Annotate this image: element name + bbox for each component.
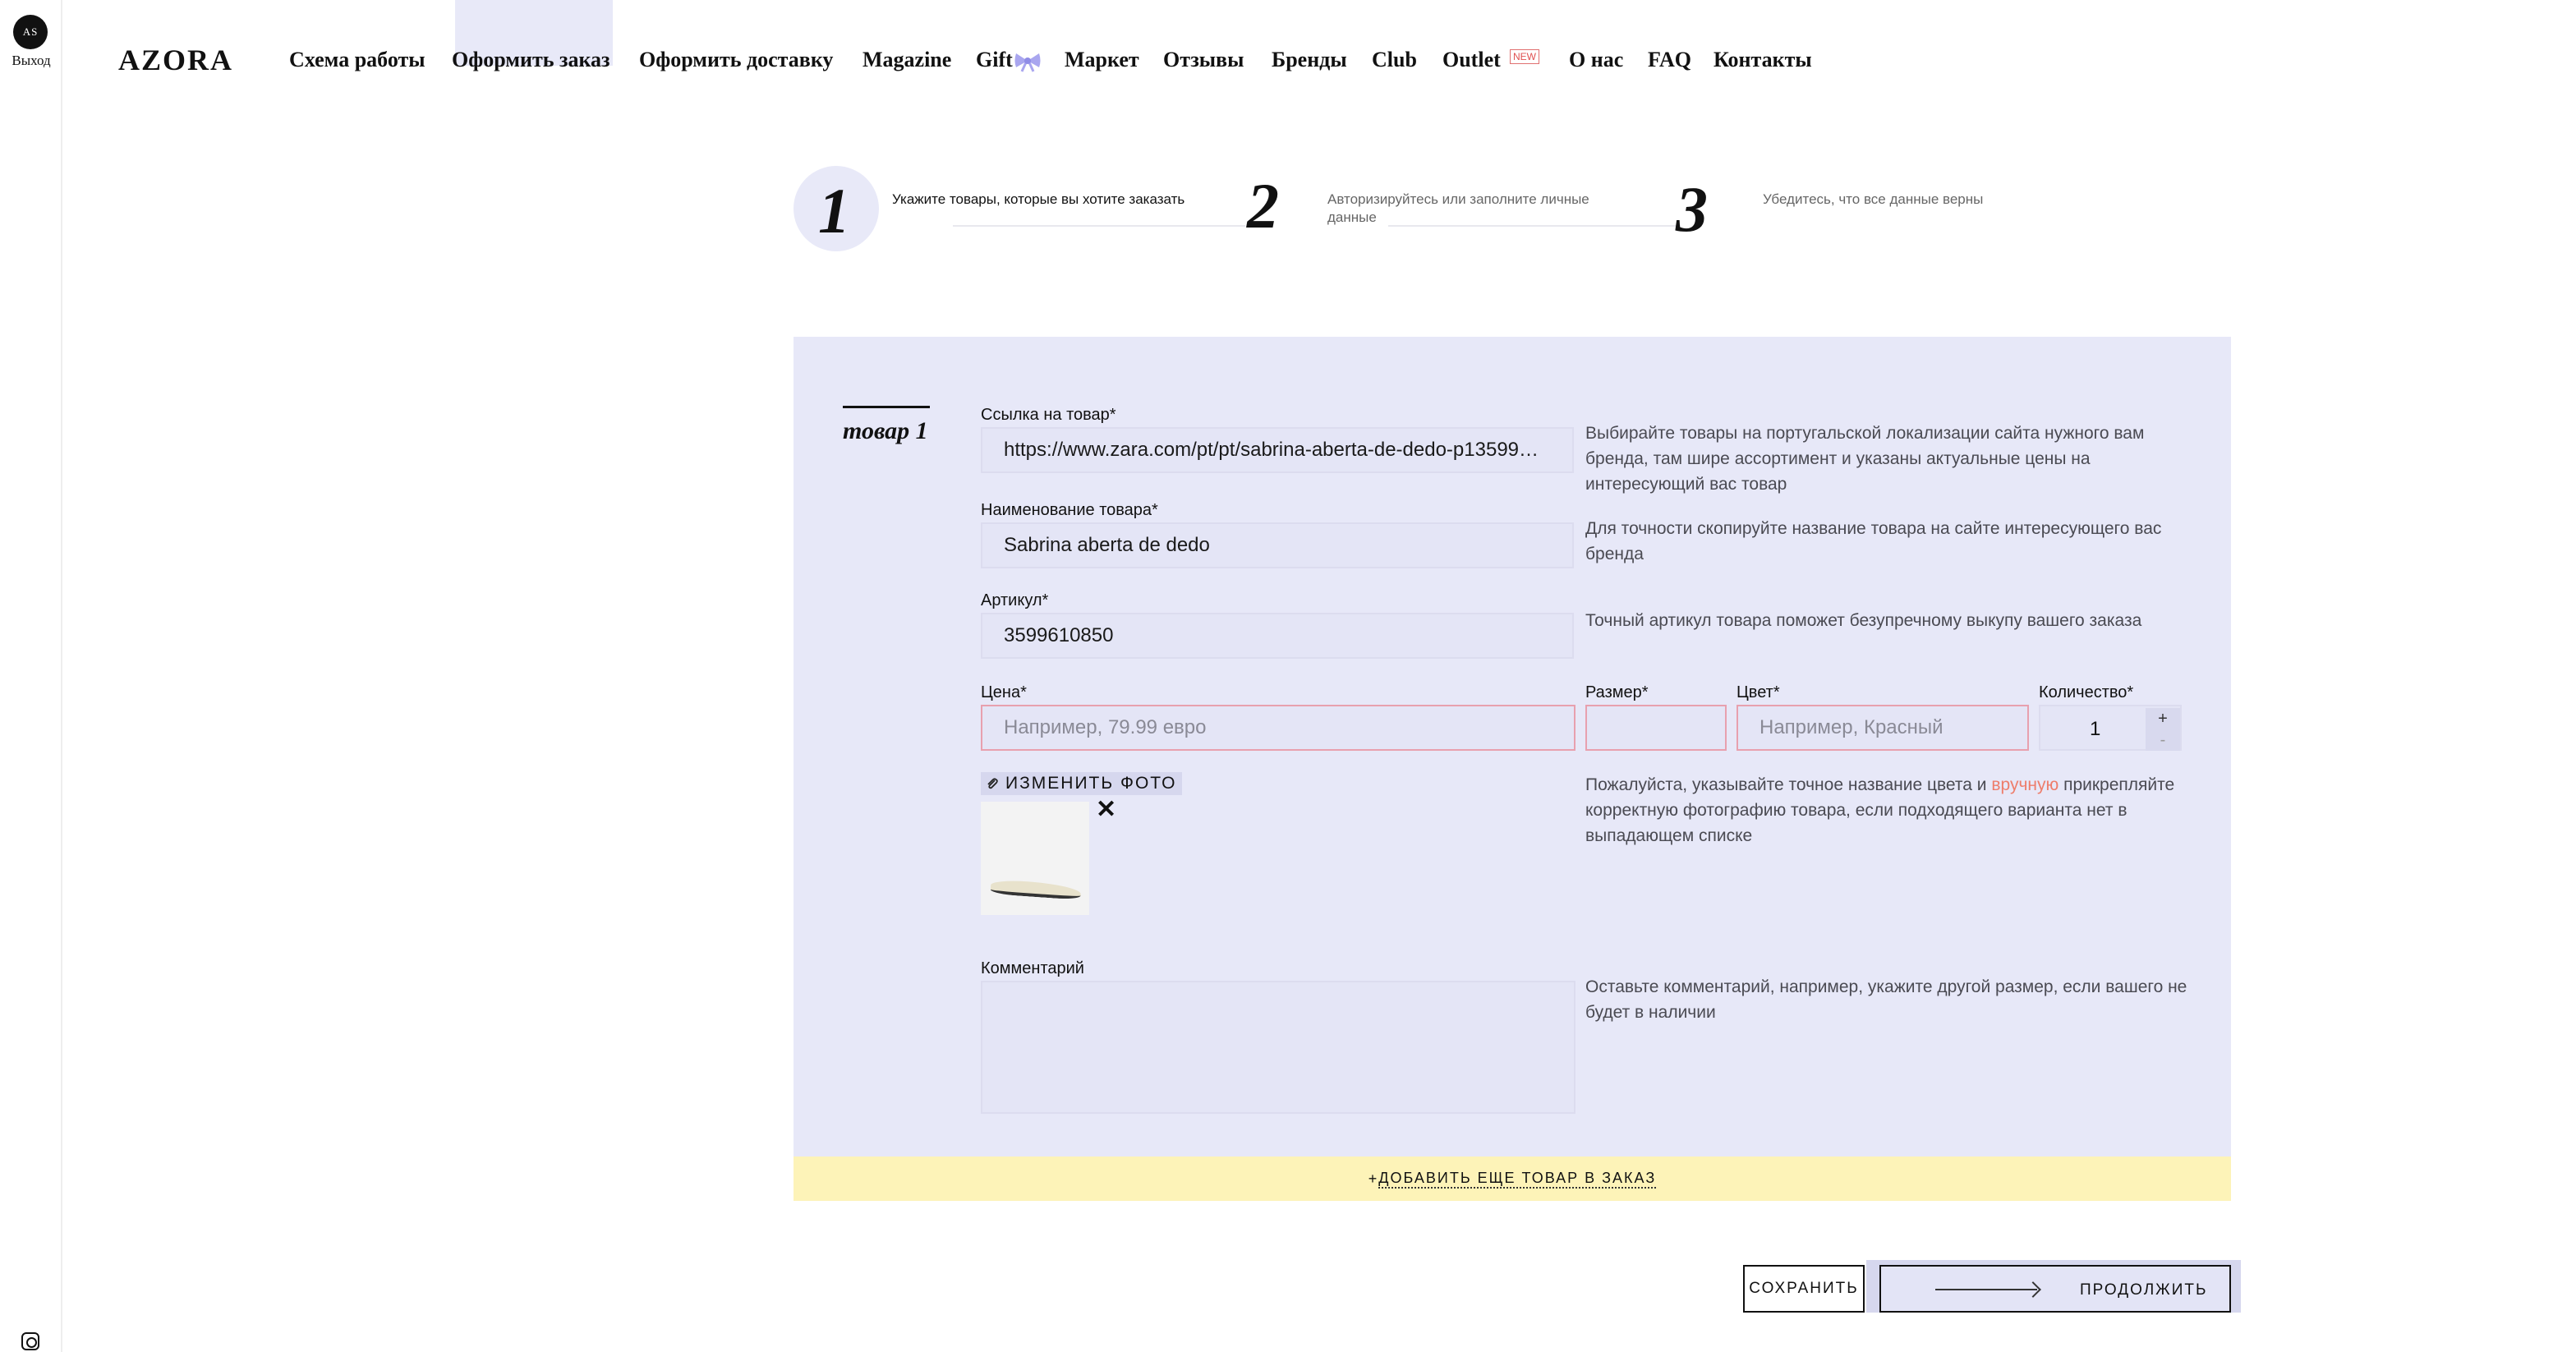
nav-item-club[interactable]: Club xyxy=(1372,48,1417,71)
logout-link[interactable]: Выход xyxy=(12,53,51,68)
nav-item-scheme[interactable]: Схема работы xyxy=(289,48,426,71)
name-hint: Для точности скопируйте название товара на сайте интересующего вас бренда xyxy=(1585,519,2162,563)
item-title: товар 1 xyxy=(843,417,928,444)
photo-hint-text: Пожалуйста, указывайте точное название цвета и xyxy=(1585,775,1992,794)
continue-label: ПРОДОЛЖИТЬ xyxy=(2080,1281,2208,1299)
logo[interactable]: AZORA xyxy=(118,44,234,76)
comment-label: Комментарий xyxy=(981,959,1084,977)
bow-icon xyxy=(1014,51,1042,72)
nav-item-reviews[interactable]: Отзывы xyxy=(1163,48,1244,71)
step-2-text: Авторизируйтесь или заполните личные данные xyxy=(1327,191,1589,225)
size-select[interactable] xyxy=(1585,705,1727,751)
instagram-icon[interactable] xyxy=(21,1332,39,1350)
step-3-text: Убедитесь, что все данные верны xyxy=(1763,191,1984,207)
add-item-button[interactable] xyxy=(794,1157,2231,1201)
continue-button[interactable] xyxy=(1879,1265,2231,1313)
left-rail xyxy=(0,0,62,1352)
nav-item-magazine[interactable]: Magazine xyxy=(862,48,952,71)
nav-item-market[interactable]: Маркет xyxy=(1065,48,1139,71)
step-divider xyxy=(1388,225,1681,227)
qty-label: Количество* xyxy=(2039,683,2134,701)
item-title-rule xyxy=(843,406,930,408)
paperclip-icon xyxy=(986,777,999,790)
nav-item-gift[interactable]: Gift xyxy=(976,48,1013,71)
step-1-number: 1 xyxy=(818,175,850,246)
new-badge: NEW xyxy=(1510,49,1539,64)
color-input[interactable]: Например, Красный xyxy=(1736,705,2029,751)
sku-hint: Точный артикул товара поможет безупречному выкупу вашего заказа xyxy=(1585,611,2142,630)
product-photo xyxy=(981,802,1089,915)
name-input[interactable]: Sabrina aberta de dedo xyxy=(981,522,1574,568)
comment-hint: Оставьте комментарий, например, укажите другой размер, если вашего не будет в наличии xyxy=(1585,977,2187,1022)
shoe-image xyxy=(991,879,1082,900)
nav-item-contacts[interactable]: Контакты xyxy=(1714,48,1812,71)
color-label: Цвет* xyxy=(1736,683,1780,701)
nav-item-faq[interactable]: FAQ xyxy=(1648,48,1691,71)
nav-item-order[interactable]: Оформить заказ xyxy=(452,48,610,71)
avatar[interactable]: AS xyxy=(13,15,48,49)
manual-upload-link[interactable]: вручную xyxy=(1991,775,2059,794)
nav-item-outlet[interactable]: Outlet xyxy=(1442,48,1501,71)
qty-increase-button[interactable]: + xyxy=(2146,708,2180,729)
add-item-label: ДОБАВИТЬ ЕЩЕ ТОВАР В ЗАКАЗ xyxy=(1378,1170,1656,1189)
link-hint: Выбирайте товары на португальской локализации сайта нужного вам бренда, там шире ассортимент и указаны актуальные цены на интересующий вас товар xyxy=(1585,424,2145,494)
save-button[interactable]: СОХРАНИТЬ xyxy=(1743,1265,1865,1313)
step-3-number: 3 xyxy=(1676,173,1708,245)
quantity-stepper xyxy=(2039,705,2182,751)
name-label: Наименование товара* xyxy=(981,501,1158,519)
change-photo-button[interactable] xyxy=(981,772,1182,795)
nav-item-brands[interactable]: Бренды xyxy=(1272,48,1347,71)
qty-decrease-button[interactable]: - xyxy=(2146,729,2180,751)
sku-label: Артикул* xyxy=(981,591,1049,609)
comment-textarea[interactable] xyxy=(981,981,1576,1114)
size-label: Размер* xyxy=(1585,683,1649,701)
sku-input[interactable]: 3599610850 xyxy=(981,613,1574,659)
arrow-right-icon xyxy=(1935,1289,2037,1290)
photo-hint xyxy=(1585,772,2193,848)
nav-item-about[interactable]: О нас xyxy=(1569,48,1624,71)
change-photo-label: ИЗМЕНИТЬ ФОТО xyxy=(1005,774,1177,793)
link-label: Ссылка на товар* xyxy=(981,406,1116,424)
nav-item-delivery[interactable]: Оформить доставку xyxy=(639,48,834,71)
step-1-text: Укажите товары, которые вы хотите заказать xyxy=(892,191,1185,207)
step-2-number: 2 xyxy=(1247,170,1279,241)
step-divider xyxy=(953,225,1245,227)
qty-value[interactable]: 1 xyxy=(2090,718,2101,740)
remove-photo-icon[interactable]: ✕ xyxy=(1096,796,1117,823)
add-item-plus: + xyxy=(1368,1170,1379,1187)
price-input[interactable]: Например, 79.99 евро xyxy=(981,705,1576,751)
price-label: Цена* xyxy=(981,683,1027,701)
link-input[interactable]: https://www.zara.com/pt/pt/sabrina-aberta-de-dedo-p13599… xyxy=(981,427,1574,473)
photo-hint-text-end: прикрепляйте корректную фотографию товара, если подходящего варианта нет в выпадающем списке xyxy=(1585,775,2175,845)
